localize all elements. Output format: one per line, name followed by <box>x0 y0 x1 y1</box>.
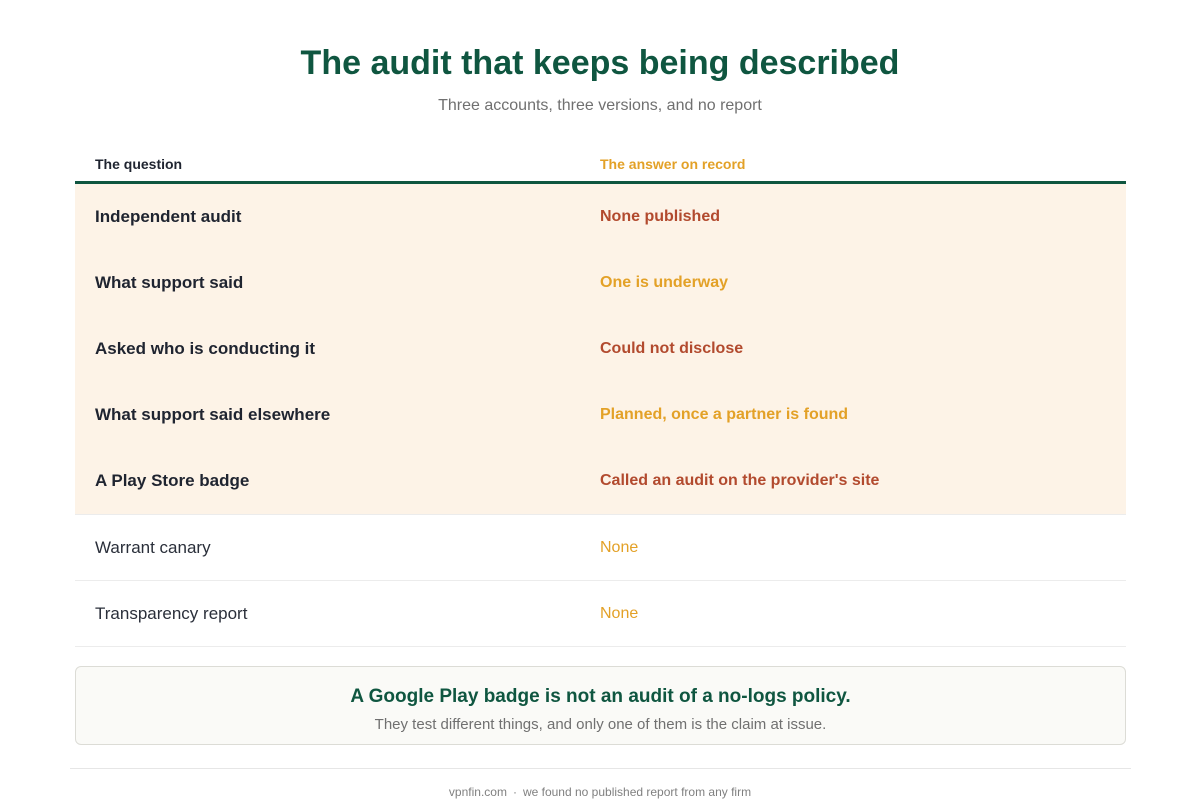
callout-headline: A Google Play badge is not an audit of a no-logs policy. <box>350 686 851 707</box>
callout-body: They test different things, and only one of them is the claim at issue. <box>374 716 827 733</box>
row-question: Transparency report <box>95 603 248 623</box>
row-answer: Planned, once a partner is found <box>600 406 849 423</box>
page-subtitle: Three accounts, three versions, and no report <box>438 97 762 114</box>
footer-separator: · <box>512 785 517 799</box>
column-header-answer: The answer on record <box>600 155 746 172</box>
audit-table <box>75 146 1126 647</box>
row-answer: Called an audit on the provider's site <box>600 472 880 489</box>
table-row <box>75 581 1126 647</box>
row-answer: None <box>600 604 639 622</box>
row-answer: None <box>600 538 639 556</box>
row-answer: Could not disclose <box>600 340 744 357</box>
table-row <box>75 316 1126 382</box>
table-row <box>75 514 1126 581</box>
footer <box>0 785 1200 799</box>
table-body <box>75 184 1126 647</box>
row-question: What support said <box>95 273 244 292</box>
row-question: A Play Store badge <box>95 471 250 490</box>
table-row <box>75 448 1126 514</box>
table-row <box>75 250 1126 316</box>
row-question: What support said elsewhere <box>95 405 331 424</box>
row-answer: None published <box>600 208 720 225</box>
footer-site: vpnfin.com <box>448 785 507 799</box>
table-row <box>75 184 1126 250</box>
table-header <box>75 146 1126 184</box>
page-title: The audit that keeps being described <box>300 44 900 82</box>
column-header-question: The question <box>95 155 183 172</box>
row-question: Warrant canary <box>95 537 211 557</box>
row-answer: One is underway <box>600 274 729 291</box>
callout-box <box>75 666 1126 745</box>
footer-note: we found no published report from any firm <box>522 785 752 799</box>
footer-divider <box>70 768 1131 769</box>
table-row <box>75 382 1126 448</box>
row-question: Asked who is conducting it <box>95 339 316 358</box>
row-question: Independent audit <box>95 207 242 226</box>
